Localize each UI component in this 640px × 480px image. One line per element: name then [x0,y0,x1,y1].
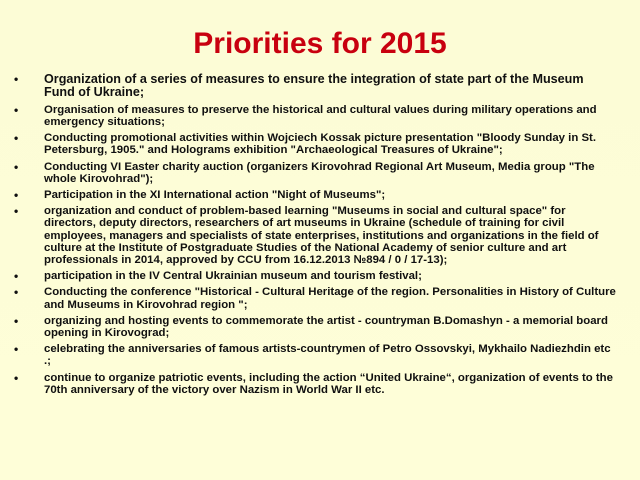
list-item-text: Conducting the conference "Historical - Cultural Heritage of the region. Personalities in History of Culture and Museums in Kirovohrad region "; [44,286,616,311]
list-item-text: organizing and hosting events to commemorate the artist - countryman B.Domashyn - a memorial board opening in Kirovograd; [44,314,608,340]
bullet-icon: • [14,269,19,284]
list-item [14,315,616,339]
list-item [14,189,616,201]
list-item-text: participation in the IV Central Ukrainian museum and tourism festival; [44,270,422,283]
list-item [14,161,616,185]
list-item-text: Participation in the XI International action "Night of Museums"; [44,189,386,202]
list-item-text: Organization of a series of measures to ensure the integration of state part of the Museum Fund of Ukraine; [44,72,584,100]
list-item [14,73,616,100]
list-item [14,205,616,266]
list-item-text: Conducting promotional activities within Wojciech Kossak picture presentation "Bloody Sunday in St. Petersburg, 1905." and Holograms exhibition "Archaeological Treasures of Ukraine"; [44,132,597,157]
priorities-list [14,73,616,400]
bullet-icon: • [14,72,19,86]
bullet-icon: • [14,159,19,174]
bullet-icon: • [14,188,19,203]
bullet-icon: • [14,370,19,385]
list-item-text: celebrating the anniversaries of famous artists-countrymen of Petro Ossovskyi, Mykhailo Nadiezhdin etc .; [44,343,611,368]
bullet-icon: • [14,285,19,300]
list-item-text: Organisation of measures to preserve the historical and cultural values during military operations and emergency situations; [44,103,597,129]
list-item [14,286,616,310]
bullet-icon: • [14,102,19,117]
slide-title: Priorities for 2015 [193,27,447,60]
list-item [14,270,616,282]
bullet-icon: • [14,313,19,328]
list-item [14,372,616,396]
list-item [14,104,616,128]
list-item [14,132,616,156]
bullet-icon: • [14,131,19,146]
list-item-text: Conducting VI Easter charity auction (organizers Kirovohrad Regional Art Museum, Media group "The whole Kirovohrad"); [44,160,595,185]
bullet-icon: • [14,204,19,219]
bullet-icon: • [14,342,19,357]
list-item [14,343,616,367]
list-item-text: continue to organize patriotic events, including the action “United Ukraine“, organization of events to the 70th anniversary of the victory over Nazism in World War II etc. [44,371,613,396]
list-item-text: organization and conduct of problem-based learning "Museums in social and cultural space" for directors, deputy directors, researchers of art museums in Ukraine (schedule of training for civil employees, managers and specialists of state enterprises, institutions and organizations in the field of culture at the Institute of Postgraduate Studies of the National Academy of senior culture and art professionals in 2014, approved by CCU from 16.12.2013 №894 / 0 / 17-13); [44,205,599,267]
